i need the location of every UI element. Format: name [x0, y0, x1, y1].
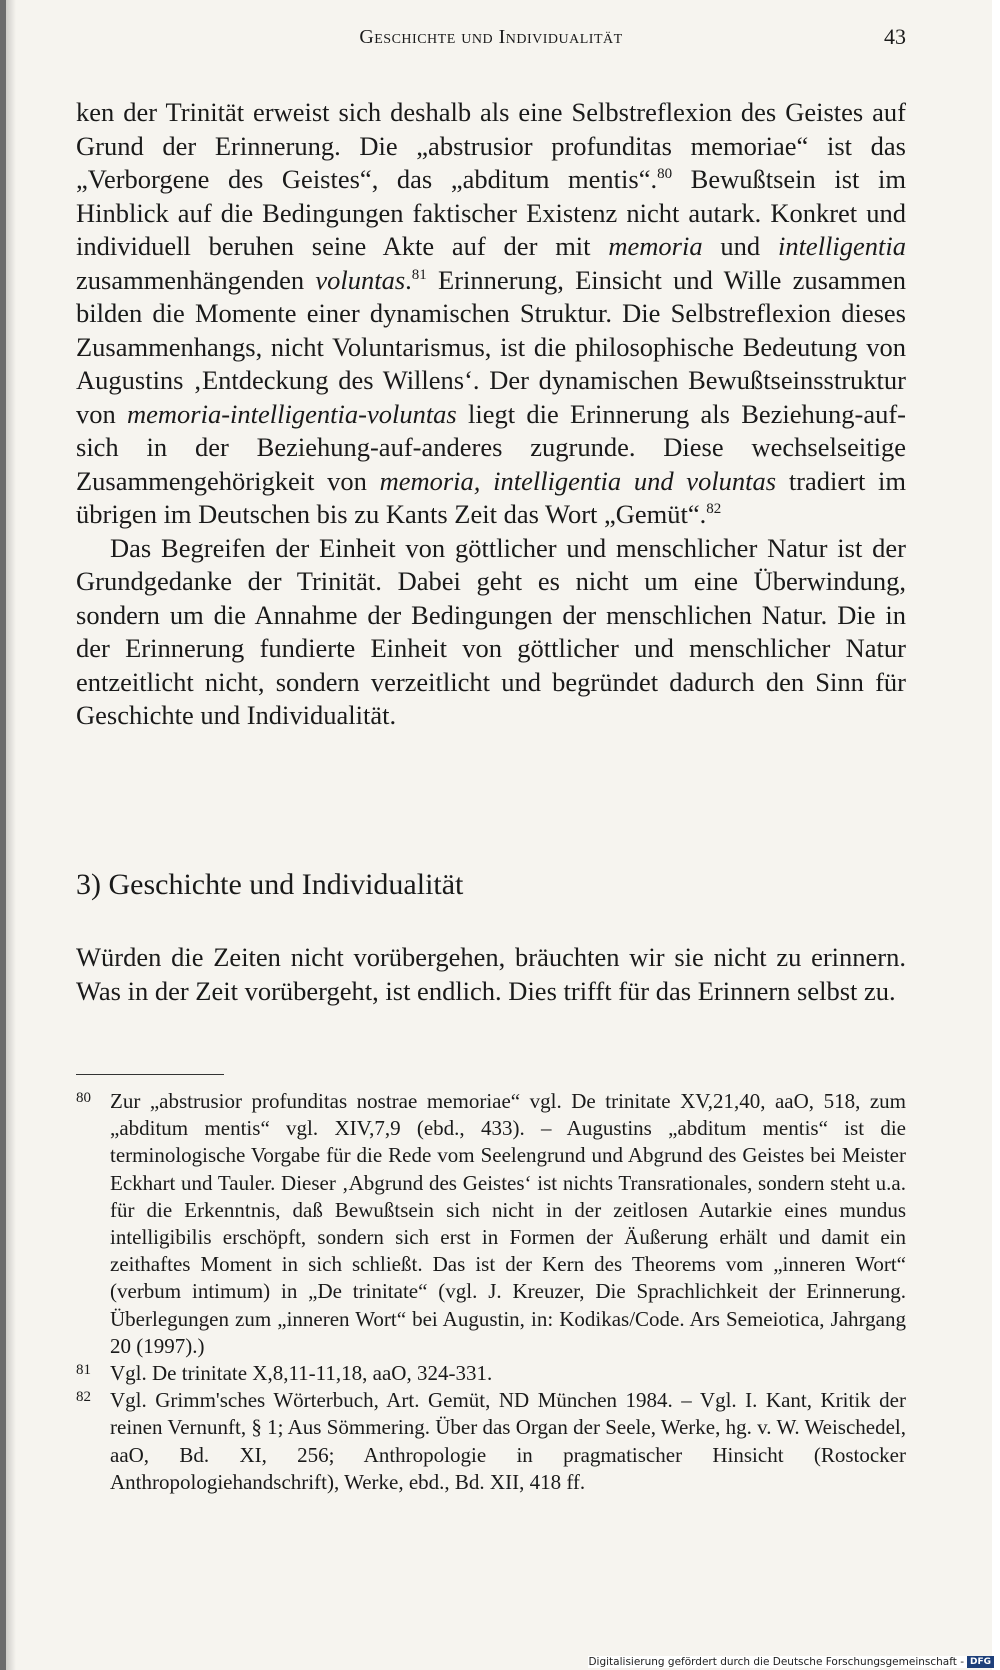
text-run: ken der Trinität erweist sich deshalb als eine Selbstreflexion des Geistes auf Grund der Erinnerung. Die „abstrusior profunditas memoriae“ ist das „Verborgene des Geistes“, das „abditum mentis“.: [76, 97, 906, 194]
running-head: [76, 24, 906, 54]
italic-term: memoria, intelligentia und voluntas: [379, 465, 777, 496]
italic-term: intelligentia: [777, 231, 907, 261]
footnote-82: [76, 1387, 906, 1496]
body-text: [76, 96, 906, 733]
text-run: Erinnerung, Einsicht und Wille zusammen bilden die Momente einer dynamischen Struktur. Die Selbstreflexion dieses Zusammenhangs, nicht Voluntarismus, ist die philosophische Bedeutung von Augustins ‚Entdeckung des Willens‘. Der dynamischen Bewußtseinsstruktur von: [76, 264, 906, 429]
footnote-80: [76, 1088, 906, 1360]
footnote-reference: 81: [411, 266, 427, 283]
footnote-reference: 80: [657, 166, 673, 183]
footnote-text: Zur „abstrusior profunditas nostrae memoriae“ vgl. De trinitate XV,21,40, aaO, 518, zum „abditum mentis“ vgl. XIV,7,9 (ebd., 433). – Augustins „abditum mentis“ ist die terminologische Vorgabe für die Rede vom Seelengrund und Abgrund des Geistes bei Meister Eckhart und Tauler. Dieser ‚Abgrund des Geistes‘ ist nichts Transrationales, sondern steht u.a. für die Erkenntnis, daß Bewußtsein sich nicht in der zeitlosen Autarkie eines mundus intelligibilis erschöpft, sondern sich erst in Formen der Äußerung erhält und damit ein zeithaftes Moment in sich schließt. Das ist der Kern des Theorems vom „inneren Wort“ (verbum intimum) in „De trinitate“ (vgl. J. Kreuzer, Die Sprachlichkeit der Erinnerung. Überlegungen zum „inneren Wort“ bei Augustin, in: Kodikas/Code. Ars Semeiotica, Jahrgang 20 (1997).): [110, 1089, 906, 1358]
section-paragraph: Würden die Zeiten nicht vorübergehen, bräuchten wir sie nicht zu erinnern. Was in der Zeit vorübergeht, ist endlich. Dies trifft für das Erinnern selbst zu.: [76, 942, 906, 1006]
text-run: tradiert im übrigen im Deutschen bis zu Kants Zeit das Wort „Gemüt“.: [76, 465, 906, 529]
footnote-reference: 82: [706, 501, 722, 518]
section-heading: 3) Geschichte und Individualität: [76, 868, 464, 901]
italic-term: voluntas: [315, 264, 406, 295]
italic-term: memoria: [608, 231, 703, 261]
dfg-logo: DFG: [967, 1656, 994, 1668]
text-run: und: [702, 231, 778, 261]
italic-term: memoria-intelligentia-voluntas: [127, 398, 457, 429]
paragraph-1: [76, 96, 906, 532]
footnote-number: 80: [76, 1090, 91, 1106]
footnotes: [76, 1088, 906, 1496]
text-run: .: [405, 264, 412, 295]
paragraph-2: Das Begreifen der Einheit von göttlicher und menschlicher Natur ist der Grundgedanke der Trinität. Dabei geht es nicht um eine Überwindung, sondern um die Annahme der Bedingungen der menschlichen Natur. Die in der Erinnerung fundierte Einheit von göttlicher und menschlicher Natur entzeitlicht nicht, sondern verzeitlicht und begründet dadurch den Sinn für Geschichte und Individualität.: [76, 532, 906, 730]
text-run: liegt die Erinnerung als Beziehung-auf-sich in der Beziehung-auf-anderes zugrunde. Diese wechselseitige Zusammengehörigkeit von: [76, 398, 906, 496]
page-number: 43: [884, 24, 906, 49]
footnote-text: Vgl. Grimm'sches Wörterbuch, Art. Gemüt, ND München 1984. – Vgl. I. Kant, Kritik der reinen Vernunft, § 1; Aus Sömmering. Über das Organ der Seele, Werke, hg. v. W. Weischedel, aaO, Bd. XI, 256; Anthropologie in pragmatischer Hinsicht (Rostocker Anthropologiehandschrift), Werke, ebd., Bd. XII, 418 ff.: [110, 1388, 906, 1494]
footnote-text: Vgl. De trinitate X,8,11-11,18, aaO, 324-331.: [110, 1361, 493, 1386]
footnote-number: 81: [76, 1362, 91, 1379]
digitization-credit: [588, 1656, 994, 1668]
footnote-separator: [76, 1074, 224, 1075]
footnote-number: 82: [76, 1389, 91, 1406]
footnote-81: [76, 1360, 906, 1387]
credit-text: Digitalisierung gefördert durch die Deutsche Forschungsgemeinschaft -: [588, 1656, 964, 1668]
text-run: Bewußtsein ist im Hinblick auf die Bedingungen faktischer Existenz nicht autark. Konkret und individuell beruhen seine Akte auf der mit: [76, 164, 906, 261]
page-gutter-shadow: [6, 0, 16, 1670]
text-run: zusammenhängenden: [76, 264, 316, 295]
running-title: Geschichte und Individualität: [359, 26, 623, 48]
